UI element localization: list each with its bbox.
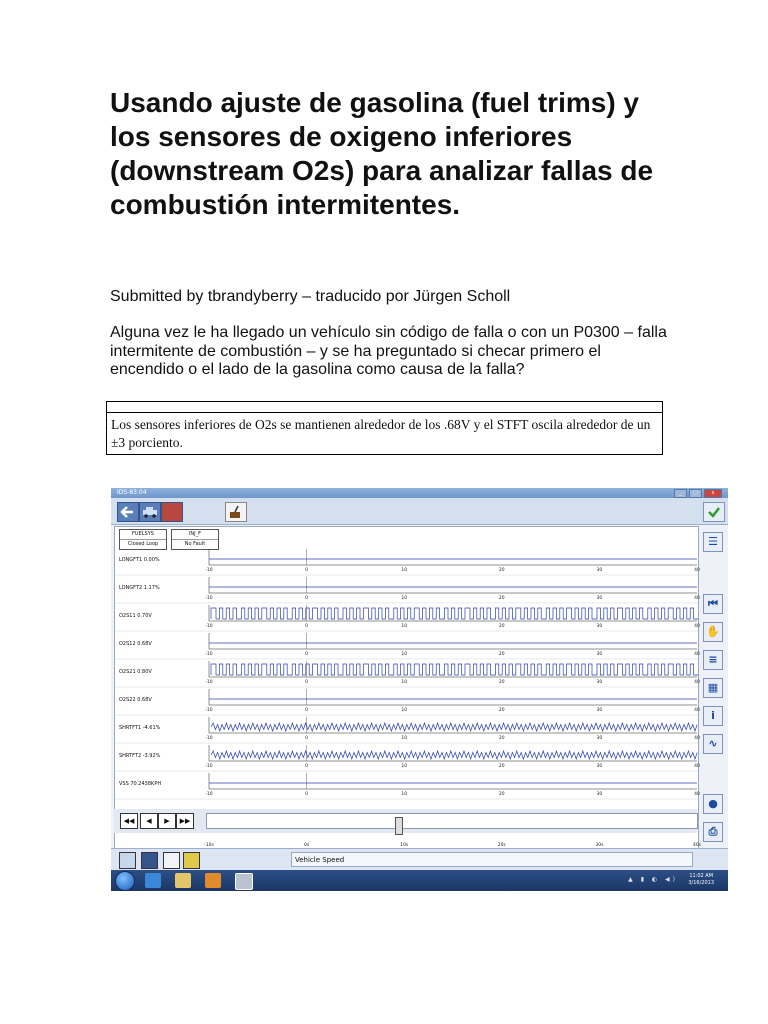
- hand-icon[interactable]: ✋: [703, 622, 723, 642]
- tray-clock: [688, 873, 714, 887]
- tick-label: 30: [596, 680, 603, 685]
- start-orb-icon[interactable]: [115, 871, 135, 891]
- clock-time: 11:02 AM: [689, 873, 714, 879]
- tick-label: 0: [305, 736, 309, 741]
- vehicle-icon[interactable]: [139, 502, 161, 522]
- tick-label: 10: [401, 680, 408, 685]
- tick-label: 40: [694, 680, 700, 685]
- info-icon[interactable]: i: [703, 706, 723, 726]
- tick-label: 0: [305, 568, 309, 573]
- tick-label: 40: [694, 624, 700, 629]
- note-divider: [107, 412, 662, 413]
- intro-paragraph: Alguna vez le ha llegado un vehículo sin código de falla o con un P0300 – falla intermitente de combustión – y se ha preguntado si checar primero el encendido o el lado de la gasolina como causa de la falla?: [110, 324, 667, 378]
- window-titlebar: [111, 488, 728, 498]
- tick-label: -10: [205, 624, 213, 629]
- tick-label: -10: [205, 568, 213, 573]
- channel-label: O2S21 0.80V: [119, 669, 152, 675]
- time-tick-label: 0s: [303, 843, 310, 848]
- channel-trace: [211, 608, 699, 619]
- back-arrow-icon[interactable]: [117, 502, 139, 522]
- window-title: IDS-83.04: [117, 489, 147, 496]
- pid-tab-name: INJ_F: [172, 530, 218, 540]
- time-scrubber[interactable]: [206, 813, 698, 829]
- channel-label: O2S11 0.70V: [119, 613, 152, 619]
- datalogger-icon[interactable]: [225, 502, 247, 522]
- maximize-button[interactable]: □: [689, 489, 702, 498]
- tick-label: -10: [205, 596, 213, 601]
- tick-label: 0: [305, 596, 309, 601]
- tick-label: 0: [305, 652, 309, 657]
- tick-label: -10: [205, 708, 213, 713]
- rewind-icon[interactable]: ⏮: [703, 594, 723, 614]
- settings-icon[interactable]: [119, 852, 136, 869]
- datalogger-panel: [114, 526, 702, 850]
- note-box: [106, 401, 663, 455]
- tick-label: -10: [205, 652, 213, 657]
- graph-icon[interactable]: ∿: [703, 734, 723, 754]
- tick-label: 10: [401, 764, 408, 769]
- step-back-button[interactable]: ◀: [140, 813, 158, 829]
- pid-graphs: [115, 527, 702, 849]
- channel-trace: [211, 664, 699, 675]
- tick-label: -10: [205, 764, 213, 769]
- tick-label: 30: [596, 764, 603, 769]
- minimize-button[interactable]: _: [674, 489, 687, 498]
- channel-trace: [211, 751, 697, 759]
- print-icon[interactable]: ⎙: [703, 822, 723, 842]
- tick-label: 30: [596, 792, 603, 797]
- channel-label: SHRTFT1 -4.61%: [119, 725, 161, 731]
- note-text: Los sensores inferiores de O2s se mantienen alrededor de los .68V y el STFT oscila alrededor de un ±3 porciento.: [111, 417, 651, 450]
- tick-label: 40: [694, 792, 700, 797]
- tick-label: -10: [205, 736, 213, 741]
- tick-label: 20: [498, 596, 505, 601]
- channel-label: LONGFT1 0.00%: [119, 557, 160, 563]
- tick-label: 30: [596, 596, 603, 601]
- pid-tab-value: Closed Loop: [127, 541, 159, 547]
- scrubber-thumb[interactable]: [395, 817, 403, 835]
- tick-label: 30: [596, 568, 603, 573]
- channel-label: O2S22 0.68V: [119, 697, 152, 703]
- channel-trace: [211, 723, 697, 731]
- tick-label: 20: [498, 624, 505, 629]
- fast-forward-button[interactable]: ▶▶: [176, 813, 194, 829]
- tick-label: -10: [205, 792, 213, 797]
- tick-label: 10: [401, 568, 408, 573]
- playback-bar: [114, 809, 697, 833]
- tick-label: 0: [305, 624, 309, 629]
- tick-label: 30: [596, 708, 603, 713]
- tick-label: 10: [401, 596, 408, 601]
- time-tick-label: 20s: [497, 843, 506, 848]
- tick-label: 30: [596, 736, 603, 741]
- status-bar: [111, 848, 728, 871]
- tick-label: 30: [596, 652, 603, 657]
- tick-label: 10: [401, 708, 408, 713]
- channel-label: LONGFT2 1.17%: [119, 585, 160, 591]
- time-tick-label: 30s: [595, 843, 604, 848]
- windows-taskbar: [111, 870, 728, 891]
- fast-back-button[interactable]: ◀◀: [120, 813, 138, 829]
- tick-label: 40: [694, 596, 700, 601]
- tick-label: 20: [498, 792, 505, 797]
- status-text: Vehicle Speed: [291, 852, 693, 867]
- tick-label: 40: [694, 736, 700, 741]
- toolbox-icon[interactable]: [161, 502, 183, 522]
- menu-icon[interactable]: ≡: [703, 650, 723, 670]
- tray-icons: ▲ ▮ ◐ ◀): [628, 876, 678, 883]
- tick-label: 40: [694, 708, 700, 713]
- tick-label: 20: [498, 652, 505, 657]
- tick-label: 10: [401, 652, 408, 657]
- scan-tool-screenshot: [111, 488, 728, 891]
- display-icon[interactable]: [141, 852, 158, 869]
- tick-label: 40: [694, 764, 700, 769]
- list-icon[interactable]: ☰: [703, 532, 723, 552]
- time-tick-label: 40s: [692, 843, 702, 848]
- right-toolbar: [699, 526, 728, 848]
- record-icon[interactable]: ●: [703, 794, 723, 814]
- tick-label: 40: [694, 652, 700, 657]
- tick-label: -10: [205, 680, 213, 685]
- pid-tab-value: No Fault: [184, 541, 206, 547]
- tick-label: 0: [305, 680, 309, 685]
- tick-label: 20: [498, 764, 505, 769]
- document-title: Usando ajuste de gasolina (fuel trims) y los sensores de oxigeno inferiores (downstream O2s) para analizar fallas de combustión intermitentes.: [110, 87, 654, 220]
- main-toolbar: [111, 498, 728, 525]
- channel-label: SHRTFT2 -3.92%: [119, 753, 161, 759]
- document-icon[interactable]: [163, 852, 180, 869]
- checkmark-icon[interactable]: [703, 502, 725, 522]
- close-button[interactable]: x: [704, 489, 722, 498]
- tick-label: 0: [305, 792, 309, 797]
- pid-tab-name: FUELSYS: [120, 530, 166, 540]
- byline: Submitted by tbrandyberry – traducido por Jürgen Scholl: [110, 288, 511, 305]
- tick-label: 0: [305, 708, 309, 713]
- clock-date: 3/16/2013: [688, 880, 714, 886]
- time-tick-label: -10s: [204, 843, 214, 848]
- tick-label: 20: [498, 708, 505, 713]
- tick-label: 20: [498, 736, 505, 741]
- time-tick-label: 10s: [400, 843, 409, 848]
- tick-label: 0: [305, 764, 309, 769]
- tick-label: 10: [401, 792, 408, 797]
- channel-label: VSS 70.2438KPH: [119, 781, 162, 787]
- tick-label: 10: [401, 736, 408, 741]
- ie-icon[interactable]: [145, 873, 161, 888]
- tick-label: 40: [694, 568, 700, 573]
- tick-label: 20: [498, 568, 505, 573]
- channel-label: O2S12 0.68V: [119, 641, 152, 647]
- grid-icon[interactable]: ▦: [703, 678, 723, 698]
- tick-label: 30: [596, 624, 603, 629]
- columns-icon[interactable]: [183, 852, 200, 869]
- tick-label: 20: [498, 680, 505, 685]
- folder-icon[interactable]: [175, 873, 191, 888]
- tick-label: 10: [401, 624, 408, 629]
- play-button[interactable]: ▶: [158, 813, 176, 829]
- media-icon[interactable]: [205, 873, 221, 888]
- ids-icon[interactable]: [235, 873, 253, 890]
